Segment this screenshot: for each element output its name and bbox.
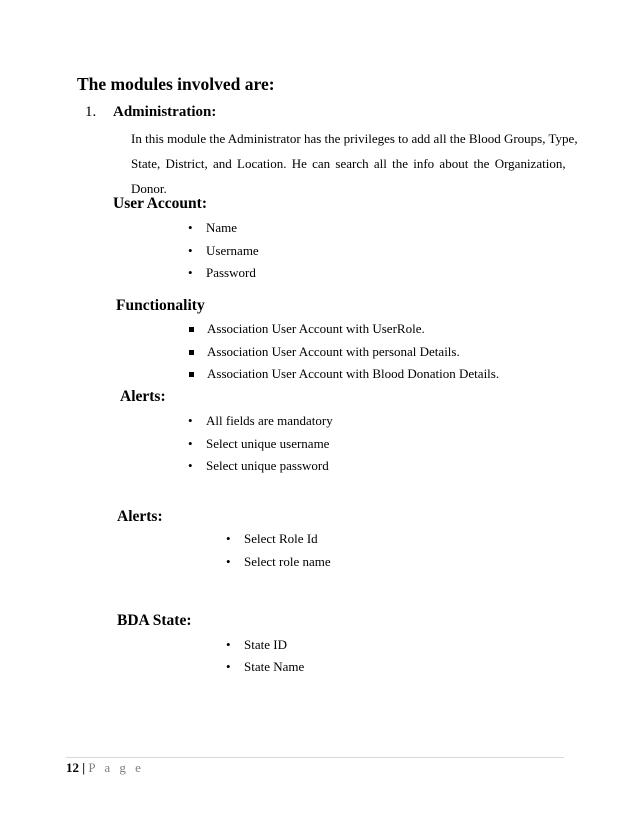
list-item: • Username [188, 243, 259, 258]
page-footer [66, 760, 144, 776]
bullet-icon: • [188, 220, 193, 235]
footer-divider [66, 757, 564, 758]
list-item: • All fields are mandatory [188, 413, 333, 428]
bullet-icon: • [188, 243, 193, 258]
intro-line: In this module the Administrator has the privileges to add all the Blood Groups, Type, [131, 131, 578, 146]
list-item: Association User Account with UserRole. [189, 321, 425, 337]
list-item: • State Name [226, 659, 305, 674]
list-item: • State ID [226, 637, 287, 652]
square-bullet-icon [189, 327, 194, 332]
bullet-icon: • [188, 265, 193, 280]
section-number: 1. [85, 104, 97, 120]
list-item: • Select unique username [188, 436, 330, 451]
list-item: • Select Role Id [226, 531, 318, 546]
square-bullet-icon [189, 350, 194, 355]
user-account-title: User Account: [113, 195, 207, 212]
page-heading: The modules involved are: [77, 74, 275, 94]
list-item: • Name [188, 220, 238, 235]
bullet-icon: • [226, 659, 231, 674]
functionality-title: Functionality [116, 297, 205, 314]
page-label: P a g e [88, 760, 144, 775]
alerts-title: Alerts: [117, 508, 163, 525]
list-item: • Password [188, 265, 256, 280]
bullet-icon: • [226, 554, 231, 569]
intro-line: Donor. [131, 181, 167, 196]
square-bullet-icon [189, 372, 194, 377]
intro-line: State, District, and Location. He can search all the info about the Organization, [131, 156, 566, 171]
list-item: Association User Account with personal Details. [189, 344, 460, 360]
bullet-icon: • [188, 413, 193, 428]
list-item: • Select role name [226, 554, 331, 569]
bda-state-title: BDA State: [117, 612, 192, 629]
section-title: Administration: [113, 104, 217, 120]
alerts-title: Alerts: [120, 388, 166, 405]
bullet-icon: • [226, 637, 231, 652]
list-item: Association User Account with Blood Donation Details. [189, 366, 499, 382]
bullet-icon: • [188, 436, 193, 451]
intro-paragraph [131, 126, 578, 201]
list-item: • Select unique password [188, 458, 329, 473]
bullet-icon: • [188, 458, 193, 473]
bullet-icon: • [226, 531, 231, 546]
page-number: 12 | [66, 760, 86, 775]
